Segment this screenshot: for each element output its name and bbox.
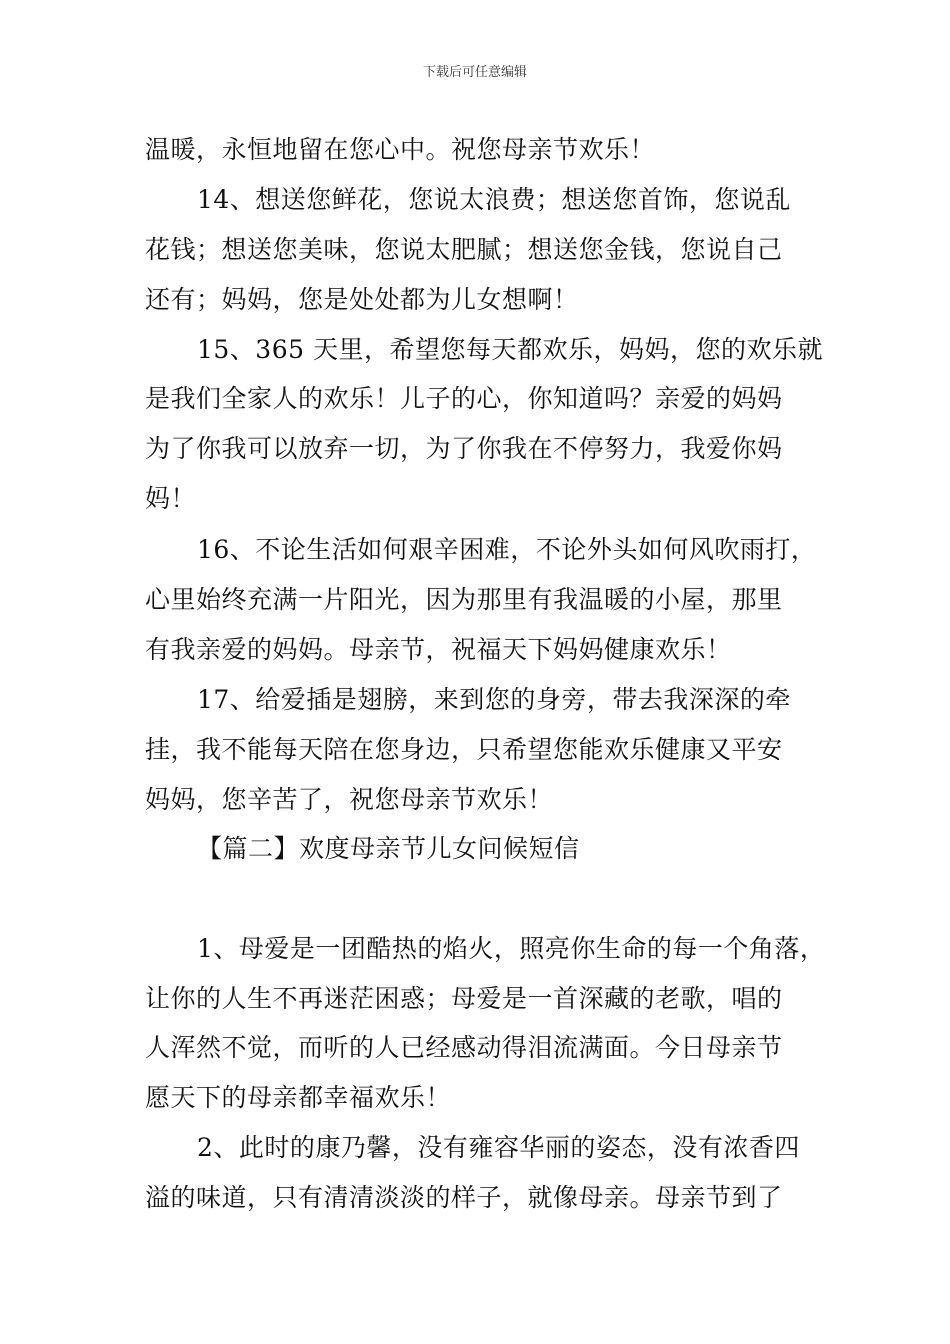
- page-header: 下载后可任意编辑: [422, 65, 527, 80]
- text-line: 1、母爱是一团酷热的焰火，照亮你生命的每一个角落，: [197, 934, 826, 963]
- text-line: 温暖，永恒地留在您心中。祝您母亲节欢乐！: [145, 135, 656, 164]
- text-line: 还有；妈妈，您是处处都为儿女想啊！: [145, 285, 579, 314]
- text-line: 16、不论生活如何艰辛困难，不论外头如何风吹雨打，: [197, 535, 817, 564]
- text-line: 花钱；想送您美味，您说太肥腻；想送您金钱，您说自己: [145, 235, 783, 264]
- text-line: 让你的人生不再迷茫困惑；母爱是一首深藏的老歌，唱的: [145, 984, 783, 1013]
- text-line: 14、想送您鲜花，您说太浪费；想送您首饰，您说乱: [197, 185, 791, 214]
- text-line: 妈妈，您辛苦了，祝您母亲节欢乐！: [145, 785, 554, 814]
- text-line: 17、给爱插是翅膀，来到您的身旁，带去我深深的牵: [197, 685, 791, 714]
- text-line: 挂，我不能每天陪在您身边，只希望您能欢乐健康又平安: [145, 735, 783, 764]
- text-line: 愿天下的母亲都幸福欢乐！: [145, 1083, 452, 1112]
- text-line: 人浑然不觉，而听的人已经感动得泪流满面。今日母亲节: [145, 1033, 783, 1062]
- text-line: 妈！: [145, 484, 197, 513]
- text-line: 15、365 天里，希望您每天都欢乐，妈妈，您的欢乐就: [197, 335, 823, 364]
- text-line: 为了你我可以放弃一切，为了你我在不停努力，我爱你妈: [145, 434, 783, 463]
- text-line: 溢的味道，只有清清淡淡的样子，就像母亲。母亲节到了: [145, 1183, 783, 1212]
- text-line: 心里始终充满一片阳光，因为那里有我温暖的小屋，那里: [145, 585, 783, 614]
- section-heading: 【篇二】欢度母亲节儿女问候短信: [197, 834, 580, 863]
- text-line: 是我们全家人的欢乐！儿子的心，你知道吗？亲爱的妈妈: [145, 384, 783, 413]
- text-line: 有我亲爱的妈妈。母亲节，祝福天下妈妈健康欢乐！: [145, 635, 732, 664]
- text-line: 2、此时的康乃馨，没有雍容华丽的姿态，没有浓香四: [197, 1133, 800, 1162]
